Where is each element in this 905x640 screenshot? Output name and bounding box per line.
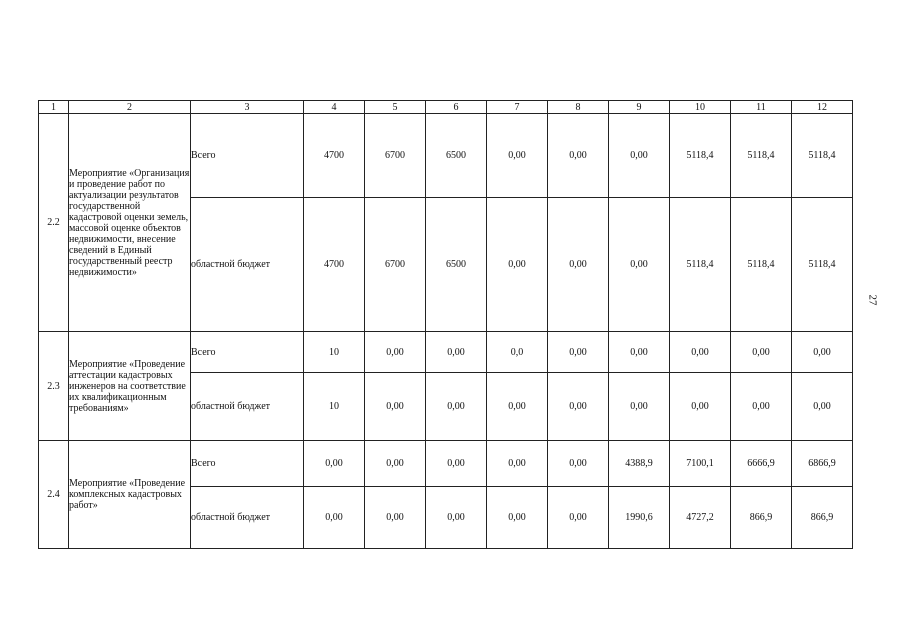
- value-cell: 4700: [304, 114, 365, 198]
- table-row: [39, 114, 853, 198]
- header-cell: 10: [670, 101, 731, 114]
- row-number: 2.2: [39, 114, 69, 332]
- header-cell: 1: [39, 101, 69, 114]
- measure-name: Мероприятие «Организация и проведение работ по актуализации результатов государственной кадастровой оценки земель, массовой оценке объектов недвижимости, внесение сведений в Единый государственный реестр недвижимости»: [69, 114, 191, 332]
- funding-source: Всего: [191, 114, 304, 198]
- header-row: [39, 101, 853, 114]
- value-cell: 6500: [426, 114, 487, 198]
- value-cell: 0,00: [487, 373, 548, 441]
- value-cell: 0,00: [487, 114, 548, 198]
- value-cell: 866,9: [731, 487, 792, 549]
- value-cell: 6700: [365, 198, 426, 332]
- value-cell: 0,00: [365, 332, 426, 373]
- header-cell: 8: [548, 101, 609, 114]
- measure-name: Мероприятие «Проведение аттестации кадастровых инженеров на соответствие их квалификационным требованиям»: [69, 332, 191, 441]
- table-row: [39, 332, 853, 373]
- value-cell: 4388,9: [609, 441, 670, 487]
- value-cell: 0,00: [609, 373, 670, 441]
- value-cell: 0,00: [609, 332, 670, 373]
- value-cell: 0,00: [548, 487, 609, 549]
- header-cell: 5: [365, 101, 426, 114]
- header-cell: 7: [487, 101, 548, 114]
- header-cell: 6: [426, 101, 487, 114]
- value-cell: 5118,4: [792, 198, 853, 332]
- value-cell: 5118,4: [731, 198, 792, 332]
- value-cell: 5118,4: [731, 114, 792, 198]
- value-cell: 0,00: [792, 332, 853, 373]
- value-cell: 7100,1: [670, 441, 731, 487]
- value-cell: 0,00: [609, 114, 670, 198]
- budget-table: [38, 100, 853, 549]
- value-cell: 0,00: [487, 441, 548, 487]
- value-cell: 6700: [365, 114, 426, 198]
- header-cell: 12: [792, 101, 853, 114]
- value-cell: 0,00: [304, 441, 365, 487]
- value-cell: 0,00: [426, 373, 487, 441]
- value-cell: 0,00: [731, 332, 792, 373]
- header-cell: 4: [304, 101, 365, 114]
- value-cell: 6500: [426, 198, 487, 332]
- page-number: 27: [866, 294, 879, 306]
- value-cell: 0,00: [670, 373, 731, 441]
- table-row: [39, 441, 853, 487]
- value-cell: 0,00: [731, 373, 792, 441]
- value-cell: 0,0: [487, 332, 548, 373]
- value-cell: 5118,4: [792, 114, 853, 198]
- header-cell: 3: [191, 101, 304, 114]
- value-cell: 0,00: [548, 373, 609, 441]
- value-cell: 0,00: [365, 441, 426, 487]
- value-cell: 0,00: [426, 441, 487, 487]
- value-cell: 0,00: [365, 373, 426, 441]
- measure-name: Мероприятие «Проведение комплексных кадастровых работ»: [69, 441, 191, 549]
- value-cell: 6866,9: [792, 441, 853, 487]
- value-cell: 0,00: [426, 332, 487, 373]
- value-cell: 4727,2: [670, 487, 731, 549]
- value-cell: 5118,4: [670, 114, 731, 198]
- funding-source: Всего: [191, 332, 304, 373]
- value-cell: 0,00: [365, 487, 426, 549]
- value-cell: 0,00: [548, 332, 609, 373]
- value-cell: 5118,4: [670, 198, 731, 332]
- funding-source: областной бюджет: [191, 198, 304, 332]
- header-cell: 2: [69, 101, 191, 114]
- value-cell: 10: [304, 373, 365, 441]
- value-cell: 0,00: [792, 373, 853, 441]
- value-cell: 866,9: [792, 487, 853, 549]
- funding-source: Всего: [191, 441, 304, 487]
- row-number: 2.4: [39, 441, 69, 549]
- value-cell: 0,00: [548, 198, 609, 332]
- value-cell: 1990,6: [609, 487, 670, 549]
- header-cell: 9: [609, 101, 670, 114]
- value-cell: 0,00: [487, 487, 548, 549]
- value-cell: 0,00: [426, 487, 487, 549]
- value-cell: 0,00: [609, 198, 670, 332]
- value-cell: 4700: [304, 198, 365, 332]
- value-cell: 0,00: [487, 198, 548, 332]
- value-cell: 0,00: [548, 441, 609, 487]
- value-cell: 0,00: [670, 332, 731, 373]
- value-cell: 0,00: [548, 114, 609, 198]
- funding-source: областной бюджет: [191, 373, 304, 441]
- row-number: 2.3: [39, 332, 69, 441]
- funding-source: областной бюджет: [191, 487, 304, 549]
- value-cell: 10: [304, 332, 365, 373]
- value-cell: 6666,9: [731, 441, 792, 487]
- value-cell: 0,00: [304, 487, 365, 549]
- header-cell: 11: [731, 101, 792, 114]
